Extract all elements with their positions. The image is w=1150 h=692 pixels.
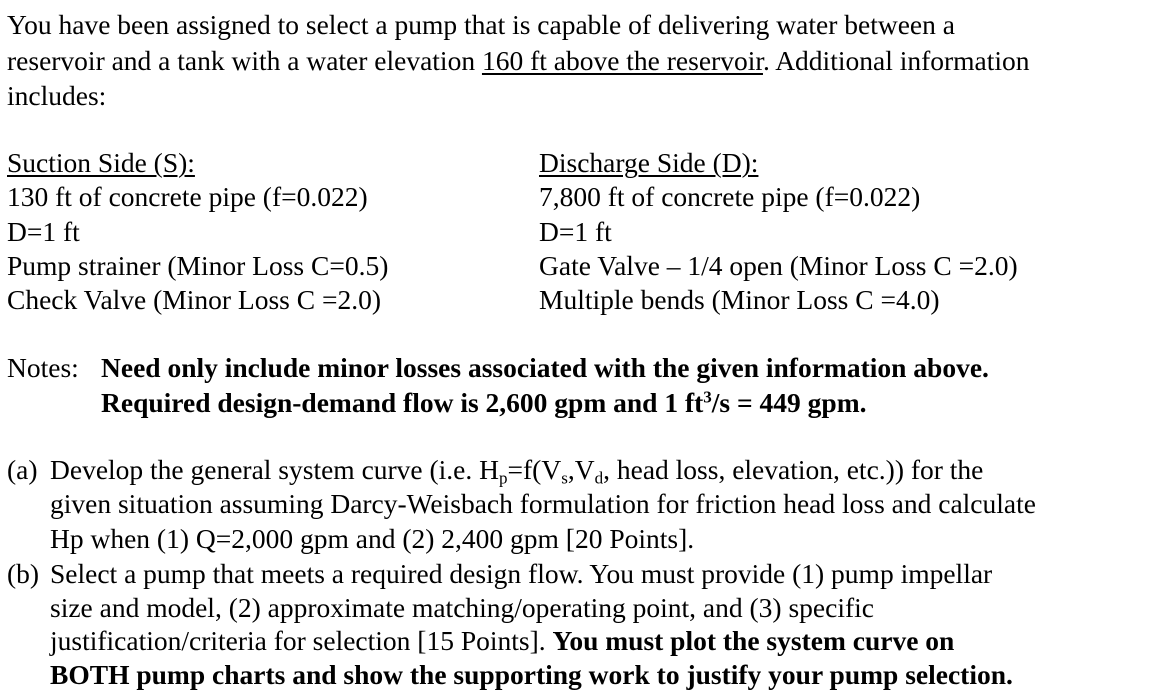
notes-label: Notes: — [7, 352, 79, 383]
discharge-item: 7,800 ft of concrete pipe (f=0.022) — [539, 181, 921, 212]
suction-side-heading: Suction Side (S): — [7, 147, 195, 178]
notes-line-1: Need only include minor losses associated with the given information above. — [101, 352, 989, 383]
part-a-line-1 — [50, 453, 983, 487]
part-a-label: (a) — [7, 454, 38, 485]
suction-item: D=1 ft — [7, 216, 80, 247]
part-a-text: ,V — [567, 454, 595, 485]
subscript-d: d — [594, 468, 604, 488]
discharge-item: D=1 ft — [539, 216, 612, 247]
notes-flow-text: Required design-demand flow is 2,600 gpm and 1 ft — [101, 387, 704, 418]
subscript-s: s — [561, 468, 568, 488]
discharge-item: Multiple bends (Minor Loss C =4.0) — [539, 284, 940, 315]
suction-item: 130 ft of concrete pipe (f=0.022) — [7, 181, 368, 212]
part-b-label: (b) — [7, 558, 40, 589]
intro-line-2-start: reservoir and a tank with a water elevation — [7, 45, 482, 76]
notes-line-2 — [101, 386, 867, 420]
part-a-line-3: Hp when (1) Q=2,000 gpm and (2) 2,400 gpm [20 Points]. — [50, 523, 695, 554]
subscript-p: p — [499, 468, 508, 488]
intro-line-3: includes: — [7, 80, 107, 111]
part-a-text: , head loss, elevation, etc.)) for the — [603, 454, 984, 485]
suction-item: Pump strainer (Minor Loss C=0.5) — [7, 250, 389, 281]
part-b-line-2: size and model, (2) approximate matching/operating point, and (3) specific — [50, 592, 874, 623]
notes-flow-conversion: /s = 449 gpm. — [711, 387, 867, 418]
part-b-bold-instruction: You must plot the system curve on — [552, 625, 955, 656]
part-b-line-4: BOTH pump charts and show the supporting work to justify your pump selection. — [50, 659, 1013, 690]
part-b-line-1: Select a pump that meets a required design flow. You must provide (1) pump impellar — [50, 558, 993, 589]
part-b-criteria-text: justification/criteria for selection [15 Points]. — [50, 625, 553, 656]
part-a-line-2: given situation assuming Darcy-Weisbach formulation for friction head loss and calculate — [50, 488, 1036, 519]
part-a-text: =f(V — [507, 454, 562, 485]
suction-item: Check Valve (Minor Loss C =2.0) — [7, 284, 381, 315]
discharge-side-heading: Discharge Side (D): — [539, 147, 759, 178]
intro-line-1: You have been assigned to select a pump that is capable of delivering water between a — [7, 9, 955, 40]
intro-line-2 — [7, 44, 1030, 78]
discharge-item: Gate Valve – 1/4 open (Minor Loss C =2.0) — [539, 250, 1018, 281]
intro-line-2-end: . Additional information — [762, 45, 1030, 76]
elevation-underlined-text: 160 ft above the reservoir — [481, 45, 763, 76]
notes-cubed-superscript: 3 — [703, 387, 712, 407]
part-b-line-3 — [50, 624, 954, 658]
part-a-text: Develop the general system curve (i.e. H — [50, 454, 499, 485]
